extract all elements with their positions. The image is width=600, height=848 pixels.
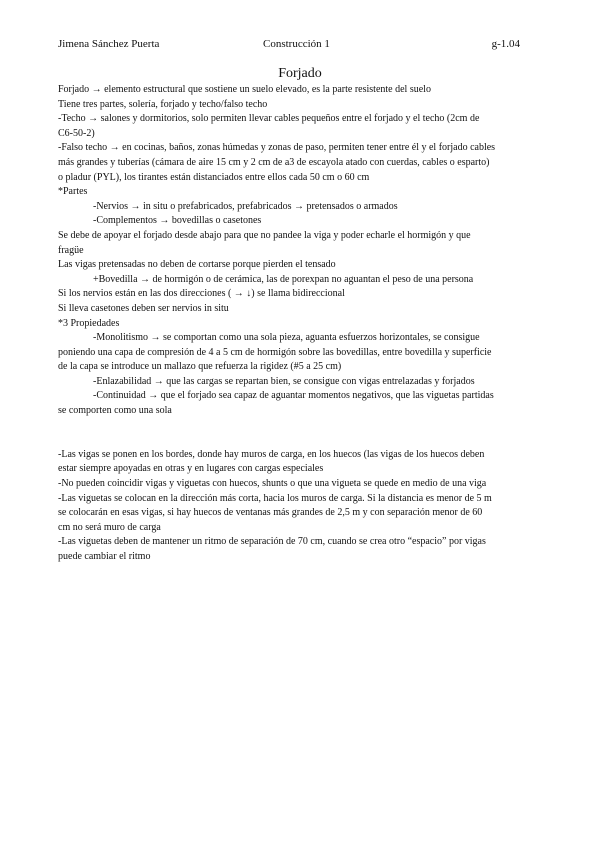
text-line: *3 Propiedades (58, 317, 120, 329)
text-line: *Partes (58, 186, 88, 198)
text-line: más grandes y tuberías (cámara de aire 15 cm y 2 cm de a3 de escayola atado con cuerdas, cables o esparto) (58, 156, 490, 168)
text-line: cm no será muro de carga (58, 521, 161, 533)
text-line: de la capa se introduce un mallazo que refuerza la rigidez (#5 a 25 cm) (58, 361, 342, 373)
text-line: -Monolitismo → se comportan como una sola pieza, aguanta esfuerzos horizontales, se consigue (93, 332, 480, 344)
text-line: -Continuidad → que el forjado sea capaz de aguantar momentos negativos, que las viguetas partidas (93, 390, 494, 402)
text-line: estar siempre apoyadas en otras y en lugares con cargas especiales (58, 463, 324, 475)
text-line: se comporten como una sola (58, 405, 172, 417)
text-line: +Bovedilla → de hormigón o de cerámica, las de porexpan no aguantan el peso de una persona (93, 273, 474, 285)
text-line: se colocarán en esas vigas, si hay huecos de ventanas más grandes de 2,5 m y con separación menor de 60 (58, 507, 483, 519)
header-code: g-1.04 (491, 38, 520, 50)
text-line: -Complementos → bovedillas o casetones (93, 215, 262, 227)
page-header (58, 37, 520, 51)
text-line: Se debe de apoyar el forjado desde abajo para que no pandee la viga y poder echarle el hormigón y que (58, 229, 471, 241)
text-line: puede cambiar el ritmo (58, 551, 151, 562)
document-body (58, 83, 542, 565)
text-line: Forjado → elemento estructural que sostiene un suelo elevado, es la parte resistente del suelo (58, 84, 431, 95)
text-line: -No pueden coincidir vigas y viguetas con huecos, shunts o que una vigueta se quede en medio de una viga (58, 478, 487, 490)
text-line: -Enlazabilidad → que las cargas se repartan bien, se consigue con vigas entrelazadas y forjados (93, 375, 475, 387)
text-line: poniendo una capa de compresión de 4 a 5 cm de hormigón sobre las bovedillas, entre bovedilla y superficie (58, 346, 492, 358)
text-line: fragüe (58, 244, 84, 256)
text-line: -Nervios → in situ o prefabricados, prefabricados → pretensados o armados (93, 200, 398, 212)
text-line: Si los nervios están en las dos direcciones ( → ↓) se llama bidireccional (58, 288, 345, 300)
text-line (58, 433, 542, 448)
text-line: Tiene tres partes, solería, forjado y techo/falso techo (58, 98, 268, 110)
text-line: Si lleva casetones deben ser nervios in situ (58, 302, 229, 314)
text-line: -Las viguetas se colocan en la dirección más corta, hacia los muros de carga. Si la distancia es menor de 5 m (58, 492, 492, 504)
text-line: -Las vigas se ponen en los bordes, donde hay muros de carga, en los huecos (las vigas de los huecos deben (58, 448, 485, 460)
text-line: -Las viguetas deben de mantener un ritmo de separación de 70 cm, cuando se crea otro “espacio” por vigas (58, 536, 486, 548)
text-line: C6-50-2) (58, 127, 95, 139)
text-line: o pladur (PYL), los tirantes están distanciados entre ellos cada 50 cm o 60 cm (58, 171, 370, 183)
document-title: Forjado (278, 66, 322, 81)
text-line: Las vigas pretensadas no deben de cortarse porque pierden el tensado (58, 259, 336, 271)
text-line (58, 419, 542, 434)
header-course: Construcción 1 (263, 38, 330, 50)
header-author: Jimena Sánchez Puerta (58, 38, 160, 50)
text-line: -Techo → salones y dormitorios, solo permiten llevar cables pequeños entre el forjado y el techo (2cm de (58, 113, 480, 125)
text-line: -Falso techo → en cocinas, baños, zonas húmedas y zonas de paso, permiten tener entre él y el forjado cables (58, 142, 496, 154)
